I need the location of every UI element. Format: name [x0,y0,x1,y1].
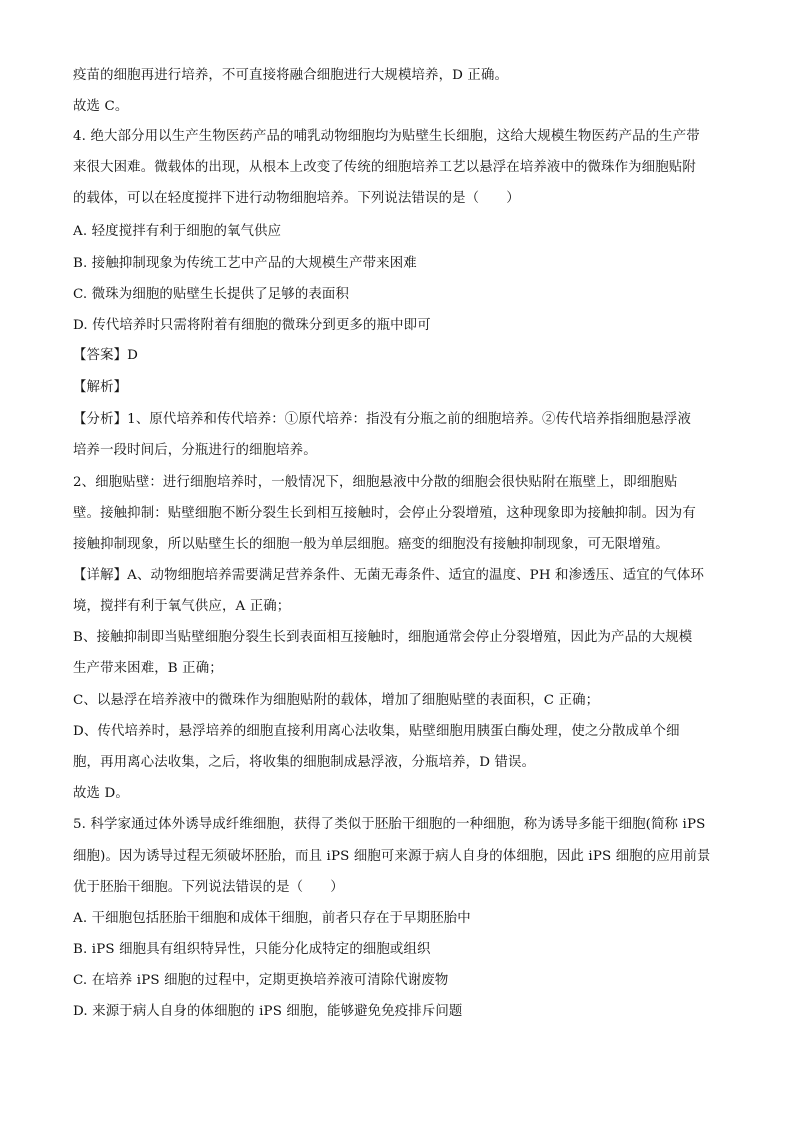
detail-line-5: C、以悬浮在培养液中的微珠作为细胞贴附的载体，增加了细胞贴壁的表面积，C 正确； [73,693,600,708]
question-5-option-b: B. iPS 细胞具有组织特异性，只能分化成特定的细胞或组织 [73,942,431,957]
analysis-heading: 【解析】 [73,380,128,395]
question-4-line-2: 来很大困难。微载体的出现，从根本上改变了传统的细胞培养工艺以悬浮在培养液中的微珠作为细胞贴附 [73,160,696,175]
question-4-option-a: A. 轻度搅拌有利于细胞的氧气供应 [73,224,282,239]
question-5-line-2: 细胞)。因为诱导过程无须破坏胚胎，而且 iPS 细胞可来源于病人自身的体细胞，因此 iPS 细胞的应用前景 [73,849,711,864]
detail-line-4: 生产带来困难，B 正确； [73,661,223,676]
detail-line-2: 境，搅拌有利于氧气供应，A 正确； [73,599,291,614]
question-5-option-d: D. 来源于病人自身的体细胞的 iPS 细胞，能够避免免疫排斥问题 [73,1004,463,1019]
question-4-line-3: 的载体，可以在轻度搅拌下进行动物细胞培养。下列说法错误的是（ ） [73,191,520,206]
question-4-line-1: 4. 绝大部分用以生产生物医药产品的哺乳动物细胞均为贴壁生长细胞，这给大规模生物医药产品的生产带 [73,129,700,144]
question-5-option-a: A. 干细胞包括胚胎干细胞和成体干细胞，前者只存在于早期胚胎中 [73,911,471,926]
question-4-option-b: B. 接触抑制现象为传统工艺中产品的大规模生产带来困难 [73,256,417,271]
detail-line-3: B、接触抑制即当贴壁细胞分裂生长到表面相互接触时，细胞通常会停止分裂增殖，因此为产品的大规模 [73,630,693,645]
analysis-line-5: 接触抑制现象，所以贴壁生长的细胞一般为单层细胞。癌变的细胞没有接触抑制现象，可无限增殖。 [73,537,669,552]
question-5-line-1: 5. 科学家通过体外诱导成纤维细胞，获得了类似于胚胎干细胞的一种细胞，称为诱导多能干细胞(简称 iPS [73,817,706,832]
answer-heading: 【答案】D [73,348,139,363]
conclusion-line: 故选 D。 [73,786,129,801]
question-5-option-c: C. 在培养 iPS 细胞的过程中，定期更换培养液可清除代谢废物 [73,973,449,988]
analysis-line-3: 2、细胞贴壁：进行细胞培养时，一般情况下，细胞悬液中分散的细胞会很快贴附在瓶壁上，即细胞贴 [73,475,678,490]
text-line-2: 故选 C。 [73,99,129,114]
question-4-option-c: C. 微珠为细胞的贴壁生长提供了足够的表面积 [73,287,350,302]
analysis-line-4: 壁。接触抑制：贴壁细胞不断分裂生长到相互接触时，会停止分裂增殖，这种现象即为接触抑制。因为有 [73,506,696,521]
detail-line-6: D、传代培养时，悬浮培养的细胞直接利用离心法收集，贴壁细胞用胰蛋白酶处理，使之分散成单个细 [73,724,680,739]
question-4-option-d: D. 传代培养时只需将附着有细胞的微珠分到更多的瓶中即可 [73,318,431,333]
analysis-line-1: 【分析】1、原代培养和传代培养：①原代培养：指没有分瓶之前的细胞培养。②传代培养指细胞悬浮液 [73,412,691,427]
detail-line-7: 胞，再用离心法收集，之后，将收集的细胞制成悬浮液，分瓶培养，D 错误。 [73,755,536,770]
detail-line-1: 【详解】A、动物细胞培养需要满足营养条件、无菌无毒条件、适宜的温度、PH 和渗透压、适宜的气体环 [73,568,704,583]
question-5-line-3: 优于胚胎干细胞。下列说法错误的是（ ） [73,880,344,895]
analysis-line-2: 培养一段时间后，分瓶进行的细胞培养。 [73,443,317,458]
text-line-1: 疫苗的细胞再进行培养，不可直接将融合细胞进行大规模培养，D 正确。 [73,68,509,83]
